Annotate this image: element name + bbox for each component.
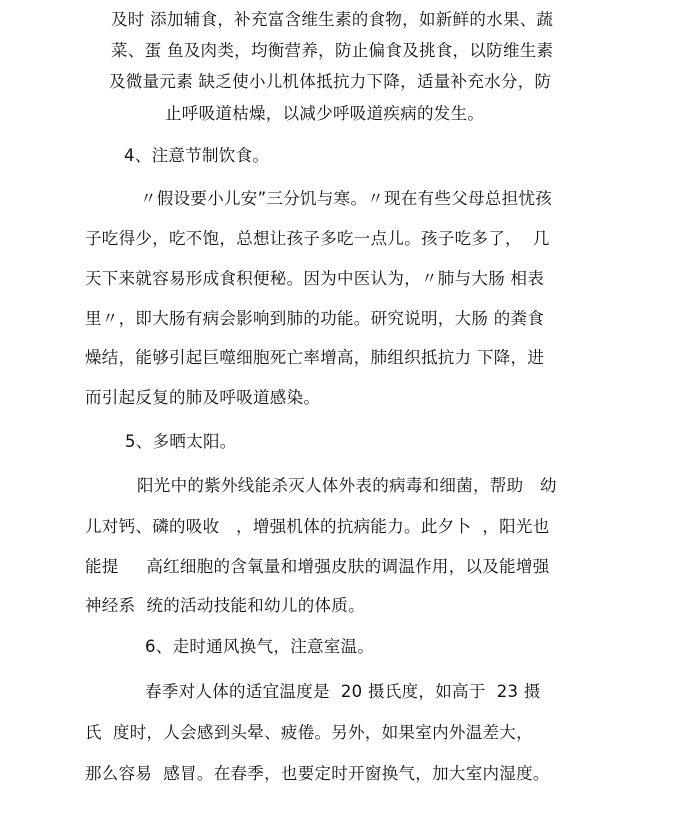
paragraph-4-line-1: 春季对人体的适宜温度是 20 摄氏度，如高于 23 摄: [145, 682, 541, 701]
paragraph-4-line-3: 那么容易 感冒。在春季，也要定时开窗换气，加大室内湿度。: [85, 764, 550, 783]
paragraph-2-line-3: 天下来就容易形成食积便秘。因为中医认为，〃肺与大肠 相表: [85, 269, 545, 288]
paragraph-3-line-4: 神经系 统的活动技能和幼儿的体质。: [85, 596, 365, 615]
paragraph-4-line-2: 氏 度时，人会感到头晕、疲倦。另外，如果室内外温差大，: [85, 723, 533, 742]
paragraph-2-line-2: 子吃得少，吃不饱，总想让孩子多吃一点儿。孩子吃多了， 几: [85, 229, 550, 248]
paragraph-2-line-6: 而引起反复的肺及呼吸道感染。: [85, 388, 321, 407]
paragraph-1-line-2: 菜、蛋 鱼及肉类，均衡营养，防止偏食及挑食，以防维生素: [111, 41, 554, 60]
section-heading-6: 6、走时通风换气，注意室温。: [145, 637, 375, 656]
paragraph-1-line-3: 及微量元素 缺乏使小儿机体抵抗力下降，适量补充水分，防: [109, 72, 552, 91]
paragraph-3-line-1: 阳光中的紫外线能杀灭人体外表的病毒和细菌，帮助 幼: [137, 476, 557, 495]
paragraph-2-line-1: 〃假设要小儿安”三分饥与寒。〃现在有些父母总担忧孩: [140, 189, 553, 208]
section-heading-5: 5、多晒太阳。: [125, 432, 237, 451]
paragraph-2-line-4: 里〃，即大肠有病会影响到肺的功能。研究说明，大肠 的粪食: [85, 309, 545, 328]
section-heading-4: 4、注意节制饮食。: [124, 146, 270, 165]
paragraph-3-line-3: 能提 高红细胞的含氧量和增强皮肤的调温作用，以及能增强: [85, 557, 550, 576]
paragraph-3-line-2: 儿对钙、磷的吸收 ，增强机体的抗病能力。此夕卜 ，阳光也: [85, 517, 550, 536]
paragraph-2-line-5: 燥结，能够引起巨噬细胞死亡率增高，肺组织抵抗力 下降，进: [85, 348, 545, 367]
paragraph-1-line-1: 及时 添加辅食，补充富含维生素的食物，如新鲜的水果、蔬: [111, 10, 554, 29]
paragraph-1-line-4: 止呼吸道枯燥，以减少呼吸道疾病的发生。: [165, 104, 485, 123]
